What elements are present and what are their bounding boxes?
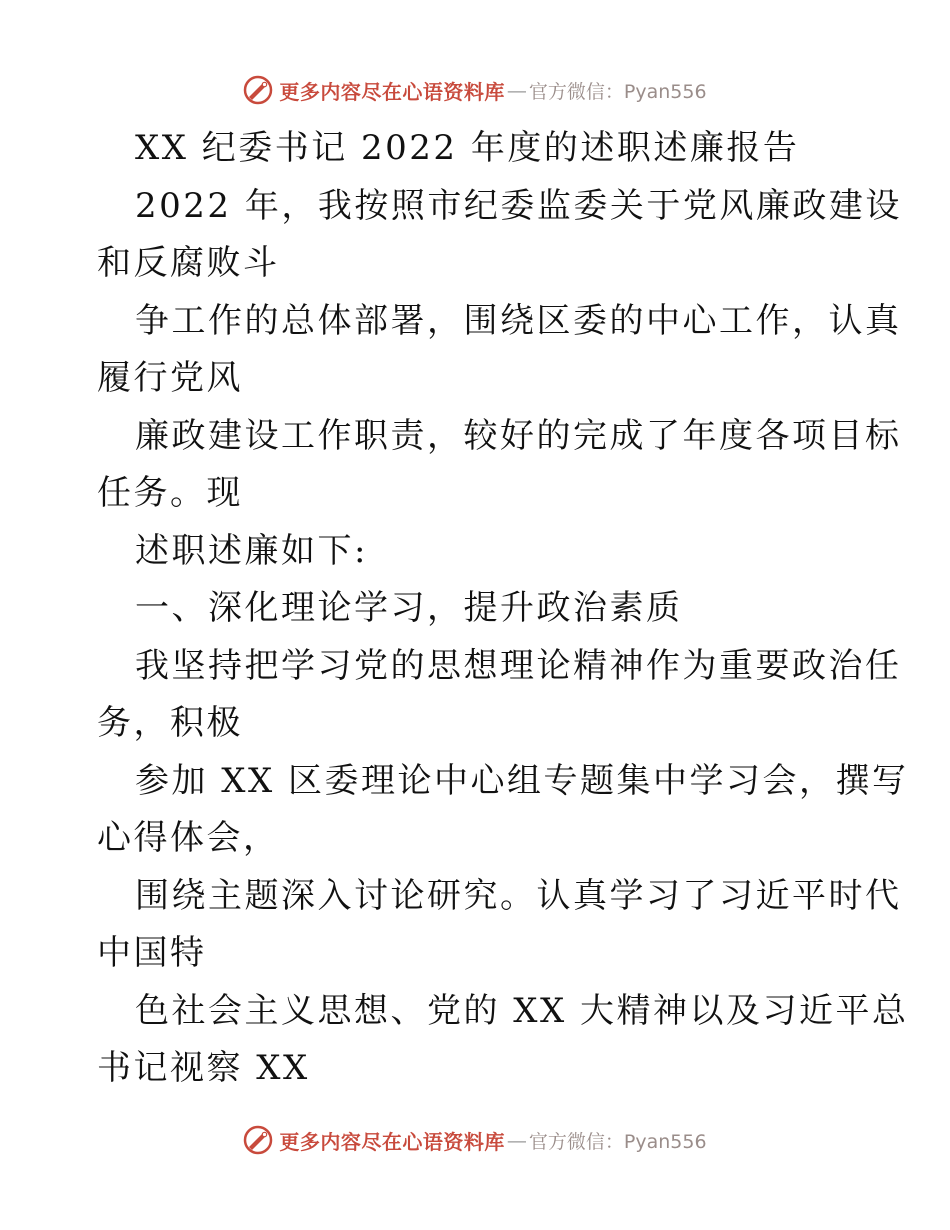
header-watermark-banner <box>0 70 950 110</box>
paragraph-line: 围绕主题深入讨论研究。认真学习了习近平时代 <box>135 875 902 916</box>
banner-contact-text: 官方微信：Pyan556 <box>528 1130 707 1153</box>
paragraph-line: 心得体会， <box>97 818 280 858</box>
banner-separator: — <box>506 78 527 102</box>
paragraph-line: 和反腐败斗 <box>97 243 280 283</box>
paragraph-line: 色社会主义思想、党的 XX 大精神以及习近平总 <box>135 990 909 1031</box>
banner-separator: — <box>506 1128 527 1152</box>
section-heading: 一、深化理论学习，提升政治素质 <box>135 588 683 628</box>
paragraph-line: 我坚持把学习党的思想理论精神作为重要政治任 <box>135 645 902 686</box>
paragraph-line: 中国特 <box>97 933 207 973</box>
paragraph-line: 书记视察 XX <box>97 1048 310 1088</box>
paragraph-line: 务，积极 <box>97 703 243 743</box>
quill-pen-seal-icon <box>243 75 273 105</box>
paragraph-line: 廉政建设工作职责，较好的完成了年度各项目标 <box>135 415 902 456</box>
paragraph-line: 任务。现 <box>97 473 243 513</box>
document-title: XX 纪委书记 2022 年度的述职述廉报告 <box>135 128 800 168</box>
paragraph-line: 履行党风 <box>97 358 243 398</box>
banner-contact-text: 官方微信：Pyan556 <box>528 80 707 103</box>
banner-brand-text: 更多内容尽在心语资料库 <box>279 1129 505 1154</box>
paragraph-line: 2022 年，我按照市纪委监委关于党风廉政建设 <box>135 185 902 226</box>
quill-pen-seal-icon <box>243 1125 273 1155</box>
paragraph-line: 述职述廉如下: <box>135 530 368 571</box>
footer-watermark-banner <box>0 1120 950 1160</box>
banner-brand-text: 更多内容尽在心语资料库 <box>279 79 505 104</box>
paragraph-line: 争工作的总体部署，围绕区委的中心工作，认真 <box>135 300 902 341</box>
document-body <box>97 120 909 1098</box>
paragraph-line: 参加 XX 区委理论中心组专题集中学习会，撰写 <box>135 760 909 801</box>
